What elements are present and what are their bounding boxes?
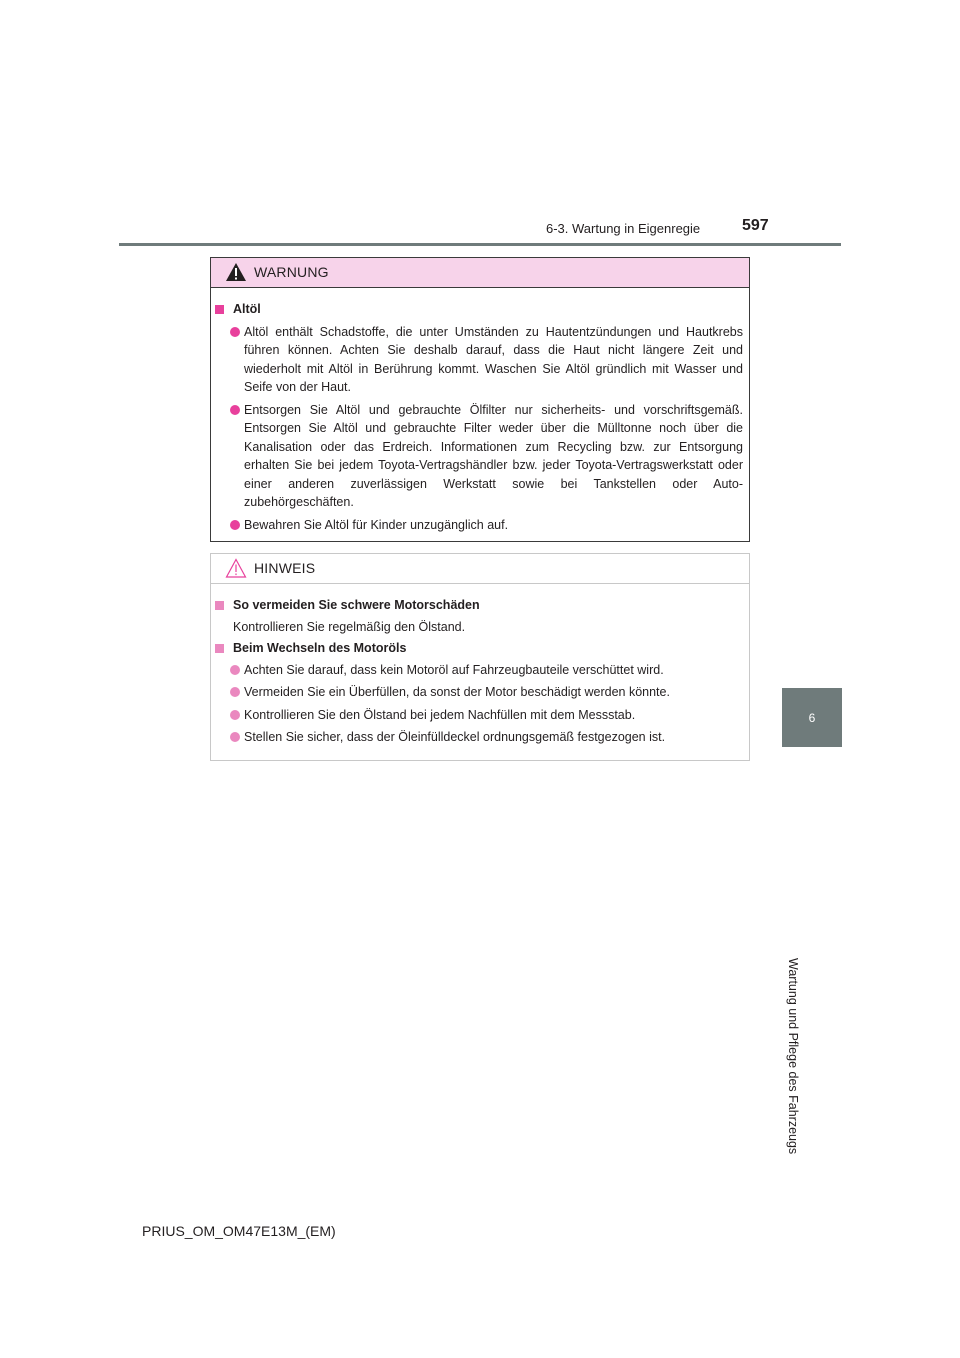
notice-heading-1: So vermeiden Sie schwere Motorschäden <box>215 596 743 615</box>
warning-triangle-icon <box>225 262 247 282</box>
bullet-icon <box>230 665 240 675</box>
notice-body <box>211 584 749 747</box>
notice-triangle-icon <box>225 558 247 578</box>
square-bullet-icon <box>215 305 224 314</box>
list-item: Kontrollieren Sie den Ölstand bei jedem Nachfüllen mit dem Messstab. <box>215 706 743 725</box>
warning-box <box>210 257 750 542</box>
section-title: 6-3. Wartung in Eigenregie <box>546 221 701 236</box>
notice-header <box>211 554 749 584</box>
page-number: 597 <box>742 217 769 234</box>
list-item: Entsorgen Sie Altöl und gebrauchte Ölfilter nur sicherheits- und vorschriftsgemäß. Entsorgen Sie Altöl und gebrauchte Filter weder über die Mülltonne noch über die Kanalisation oder das Erdreich. Informationen zum Recycling bzw. zur Entsorgung erhalten Sie bei jedem Toyota-Vertragshändler bzw. jeder Toyota-Vertragswerkstatt oder einer anderen zuverlässigen Werkstatt sowie bei Tankstellen oder Autozubehörgeschäften. <box>215 401 743 512</box>
chapter-title: Wartung und Pflege des Fahrzeugs <box>786 958 800 1155</box>
square-bullet-icon <box>215 601 224 610</box>
warning-title: WARNUNG <box>254 264 329 280</box>
list-item: Altöl enthält Schadstoffe, die unter Umständen zu Hautentzündungen und Hautkrebs führen können. Achten Sie deshalb darauf, dass die Haut nicht längere Zeit und wiederholt mit Altöl in Berührung kommt. Waschen Sie Altöl gründlich mit Wasser und Seife von der Haut. <box>215 323 743 397</box>
bullet-icon <box>230 687 240 697</box>
bullet-icon <box>230 405 240 415</box>
list-item: Bewahren Sie Altöl für Kinder unzugänglich auf. <box>215 516 743 535</box>
warning-header <box>211 258 749 288</box>
square-bullet-icon <box>215 644 224 653</box>
list-item: Achten Sie darauf, dass kein Motoröl auf Fahrzeugbauteile verschüttet wird. <box>215 661 743 680</box>
chapter-number: 6 <box>808 710 816 725</box>
bullet-icon <box>230 732 240 742</box>
bullet-icon <box>230 710 240 720</box>
chapter-tab[interactable] <box>782 688 842 747</box>
notice-text-1: Kontrollieren Sie regelmäßig den Ölstand. <box>233 619 466 634</box>
list-item: Vermeiden Sie ein Überfüllen, da sonst der Motor beschädigt werden könnte. <box>215 683 743 702</box>
document-id: PRIUS_OM_OM47E13M_(EM) <box>142 1223 336 1239</box>
list-item: Stellen Sie sicher, dass der Öleinfülldeckel ordnungsgemäß festgezogen ist. <box>215 728 743 747</box>
bullet-icon <box>230 520 240 530</box>
warning-heading: Altöl <box>215 300 743 319</box>
bullet-icon <box>230 327 240 337</box>
notice-box <box>210 553 750 761</box>
notice-title: HINWEIS <box>254 560 316 576</box>
warning-body <box>211 288 749 534</box>
header-rule <box>119 243 841 246</box>
notice-heading-2: Beim Wechseln des Motoröls <box>215 639 743 658</box>
